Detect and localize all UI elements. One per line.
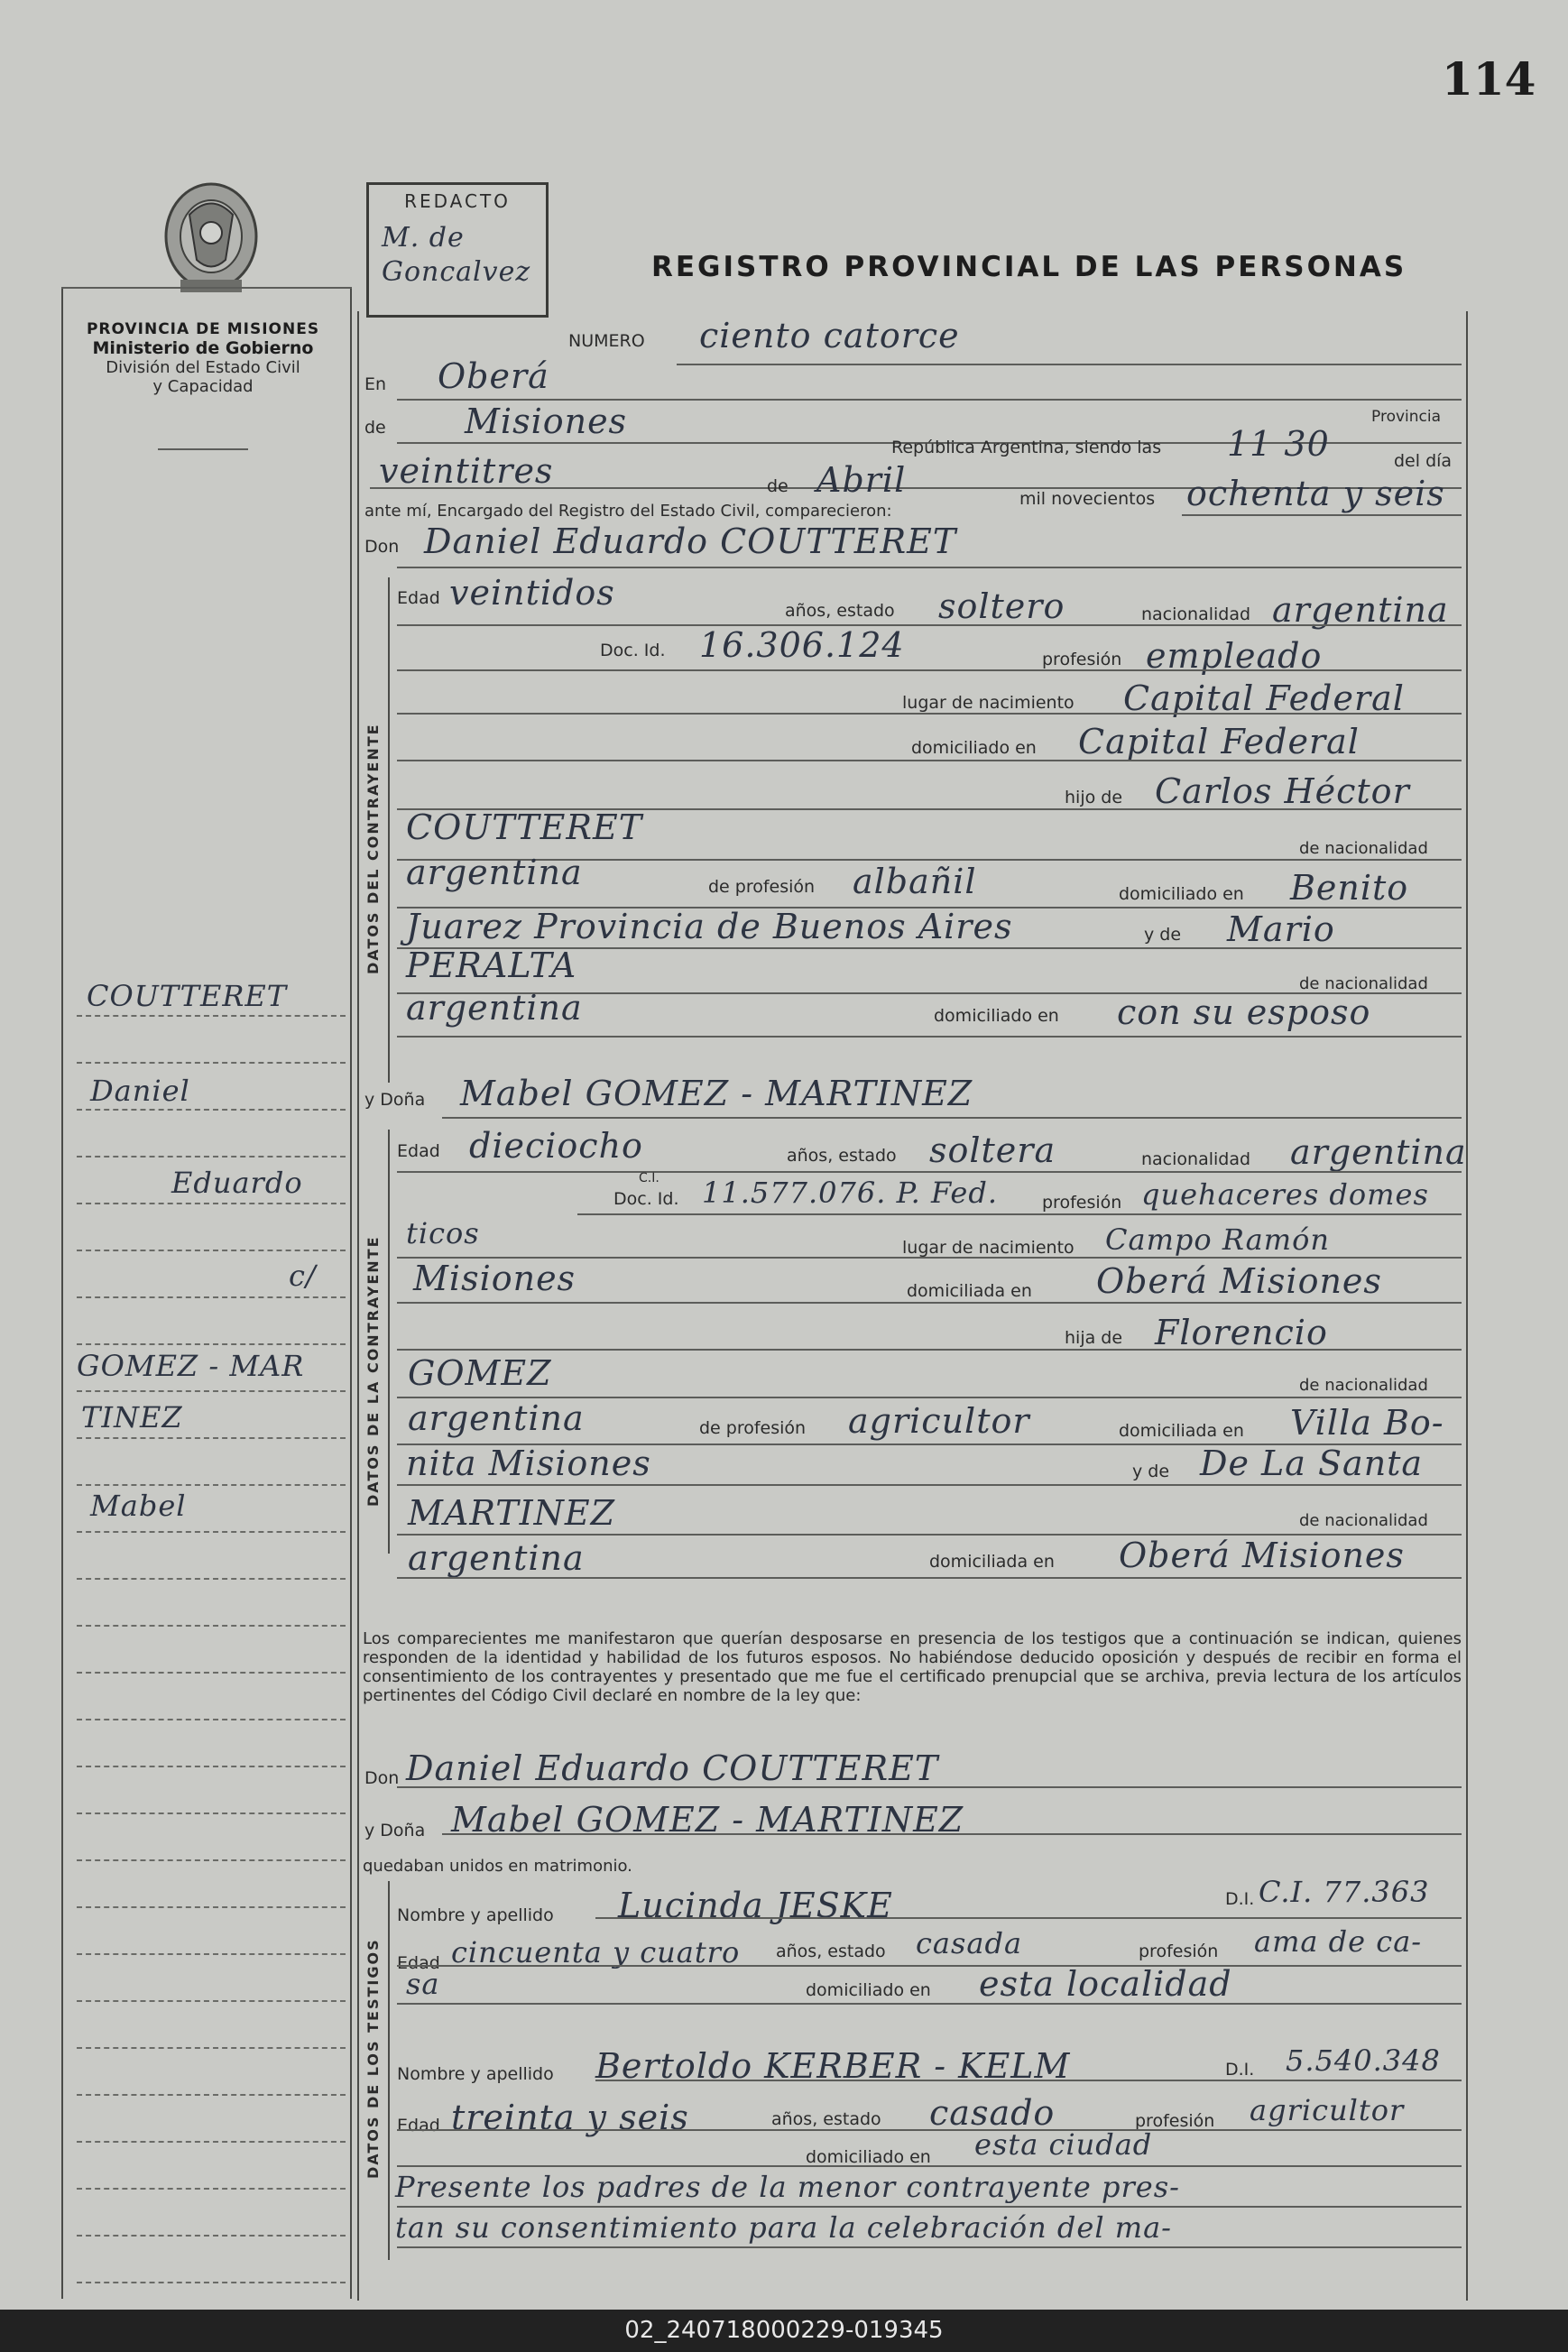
anio-value: ochenta y seis <box>1186 474 1445 513</box>
bride-section-border <box>388 1130 390 1554</box>
witness-section-label: DATOS DE LOS TESTIGOS <box>364 1938 382 2179</box>
left-header <box>54 320 352 396</box>
groom-edad: veintidos <box>449 573 615 613</box>
bride-nacimiento-2: Misiones <box>413 1259 576 1298</box>
bride-estado-label: años, estado <box>787 1146 897 1166</box>
w2-profesion-label: profesión <box>1135 2111 1215 2131</box>
republica-label: República Argentina, siendo las <box>891 438 1162 457</box>
bride-domicilio: Oberá Misiones <box>1096 1261 1382 1301</box>
witness-note-2: tan su consentimiento para la celebración del ma- <box>395 2210 1172 2245</box>
form-left-border <box>357 311 359 2301</box>
numero-label: NUMERO <box>568 331 645 351</box>
margin-rule-line <box>77 1531 346 1533</box>
margin-note-name: Daniel <box>90 1074 190 1108</box>
division-line: División del Estado Civil <box>106 358 300 377</box>
witness-note-1: Presente los padres de la menor contrayente pres- <box>395 2170 1180 2204</box>
bride-profesion: quehaceres domes <box>1141 1177 1429 1212</box>
margin-rule-line <box>77 2188 346 2190</box>
margin-rule-line <box>77 1203 346 1204</box>
mil-label: mil novecientos <box>1019 489 1156 509</box>
de-mes-label: de <box>767 476 789 496</box>
groom-padre-nacionalidad: argentina <box>406 853 583 892</box>
bride-line-5 <box>397 1349 1462 1351</box>
margin-rule-line <box>77 2000 346 2002</box>
decl-don: Daniel Eduardo COUTTERET <box>406 1748 939 1788</box>
groom-line-4 <box>397 760 1462 761</box>
margin-rule-line <box>77 1343 346 1345</box>
groom-doc: 16.306.124 <box>699 625 905 665</box>
bride-line-2 <box>577 1213 1462 1215</box>
bride-name-line <box>442 1117 1462 1119</box>
groom-padre-prof-label: de profesión <box>708 877 816 897</box>
margin-rule-line <box>77 1109 346 1111</box>
w1-di-label: D.I. <box>1225 1889 1255 1909</box>
witness-section-border <box>388 1881 390 2260</box>
en-value: Oberá <box>438 356 549 396</box>
bride-domicilio-label: domiciliada en <box>907 1281 1032 1301</box>
bride-padre-dom-label: domiciliada en <box>1119 1421 1244 1441</box>
bride-doc-label: Doc. Id. <box>613 1189 679 1209</box>
mes-value: Abril <box>816 460 907 500</box>
de-value: Misiones <box>465 401 628 441</box>
w1-di: C.I. 77.363 <box>1259 1875 1430 1909</box>
witness-note-line-1 <box>397 2206 1462 2208</box>
bride-line-1 <box>397 1171 1462 1173</box>
en-label: En <box>364 374 387 394</box>
margin-note-bride-name: Mabel <box>90 1489 187 1523</box>
w1-edad-label: Edad <box>397 1953 440 1973</box>
w2-nombre-label: Nombre y apellido <box>397 2064 554 2084</box>
bride-padre-nacionalidad: argentina <box>408 1398 585 1438</box>
page-number: 114 <box>1442 52 1536 106</box>
groom-padre-domicilio-2: Juarez Provincia de Buenos Aires <box>406 907 1013 946</box>
w2-domicilio-line <box>397 2165 1462 2167</box>
groom-padre-domicilio-1: Benito <box>1290 868 1409 908</box>
decl-don-line <box>397 1786 1462 1788</box>
margin-rule-line <box>77 2094 346 2096</box>
w1-edad: cincuenta y cuatro <box>451 1935 741 1969</box>
w1-estado: casada <box>916 1926 1023 1960</box>
bride-madre-apellido: MARTINEZ <box>408 1493 616 1533</box>
margin-rule-line <box>77 1766 346 1767</box>
bride-padre-nac-label: de nacionalidad <box>1299 1376 1428 1395</box>
w2-estado: casado <box>929 2093 1056 2133</box>
w2-nombre-line <box>595 2080 1462 2081</box>
declaration-text: Los comparecientes me manifestaron que querían desposarse en presencia de los testigos que a continuación se indican, quienes responden de la identidad y habilidad de los futuros esposos. No habiéndose deducido oposición y después de recibir en forma el consentimiento de los contrayentes y presentado que me fue el certificado prenupcial que se archiva, previa lectura de los artículos pertinentes del Código Civil declaré en nombre de la ley que: <box>363 1629 1462 1705</box>
bride-doc: 11.577.076. P. Fed. <box>702 1176 998 1210</box>
groom-line-2 <box>397 669 1462 671</box>
header-divider <box>158 448 248 450</box>
margin-left-border <box>61 287 63 2299</box>
groom-nacionalidad-label: nacionalidad <box>1141 604 1251 624</box>
bride-hija-label: hija de <box>1065 1328 1123 1348</box>
margin-rule-line <box>77 1437 346 1439</box>
groom-padre: Carlos Héctor <box>1155 771 1410 811</box>
margin-note-bride-surname-1: GOMEZ - MAR <box>77 1349 305 1383</box>
margin-rule-line <box>77 1719 346 1720</box>
groom-madre-dom-label: domiciliado en <box>934 1006 1059 1026</box>
groom-madre-nac-label: de nacionalidad <box>1299 974 1428 993</box>
margin-rule-line <box>77 1625 346 1627</box>
groom-hijo-label: hijo de <box>1065 788 1123 807</box>
margin-rule-line <box>77 1672 346 1674</box>
groom-line-10 <box>397 1036 1462 1038</box>
bride-name: Mabel GOMEZ - MARTINEZ <box>460 1074 973 1113</box>
w2-nombre: Bertoldo KERBER - KELM <box>595 2046 1071 2086</box>
bride-section-label: DATOS DE LA CONTRAYENTE <box>364 1235 382 1507</box>
bride-edad-label: Edad <box>397 1141 440 1161</box>
del-dia-label: del día <box>1394 451 1453 471</box>
groom-doc-label: Doc. Id. <box>600 641 666 660</box>
groom-name: Daniel Eduardo COUTTERET <box>424 521 957 561</box>
groom-y-de-label: y de <box>1144 925 1182 945</box>
w1-profesion: ama de ca- <box>1254 1924 1423 1959</box>
margin-rule-line <box>77 1953 346 1955</box>
margin-rule-line <box>77 1062 346 1064</box>
groom-padre-apellido: COUTTERET <box>406 807 643 847</box>
groom-padre-dom-label: domiciliado en <box>1119 884 1244 904</box>
bride-madre-domicilio: Oberá Misiones <box>1119 1536 1405 1575</box>
bride-nacimiento: Campo Ramón <box>1105 1222 1330 1257</box>
en-line <box>397 399 1462 401</box>
dona-label: y Doña <box>364 1090 426 1110</box>
groom-profesion-label: profesión <box>1042 650 1122 669</box>
margin-rule-line <box>77 2047 346 2049</box>
w1-domicilio: esta localidad <box>979 1964 1232 2004</box>
groom-madre-nacionalidad: argentina <box>406 988 583 1028</box>
margin-rule-line <box>77 1812 346 1814</box>
margin-rule-line <box>77 1859 346 1861</box>
document-title: REGISTRO PROVINCIAL DE LAS PERSONAS <box>651 251 1407 283</box>
bride-nacimiento-label: lugar de nacimiento <box>902 1238 1075 1258</box>
groom-name-line <box>397 567 1462 568</box>
bride-y-de-label: y de <box>1132 1462 1170 1481</box>
w2-di-label: D.I. <box>1225 2060 1255 2080</box>
margin-rule-line <box>77 1156 346 1158</box>
bride-line-10 <box>397 1577 1462 1579</box>
anio-line <box>1182 514 1462 516</box>
file-caption: 02_240718000229-019345 <box>0 2310 1568 2352</box>
margin-rule-line <box>77 1015 346 1017</box>
groom-domicilio-label: domiciliado en <box>911 738 1037 758</box>
w2-edad: treinta y seis <box>451 2098 689 2137</box>
bride-doc-prefix: C.I. <box>639 1171 659 1185</box>
bride-padre-domicilio-2: nita Misiones <box>406 1443 651 1483</box>
w1-edad-line <box>397 1965 1462 1967</box>
coat-of-arms-emblem <box>153 179 269 300</box>
bride-edad: dieciocho <box>469 1126 643 1166</box>
w1-estado-label: años, estado <box>776 1942 886 1961</box>
groom-estado-label: años, estado <box>785 601 895 621</box>
w2-profesion: agricultor <box>1250 2093 1405 2127</box>
redacto-title: REDACTO <box>404 190 511 212</box>
numero-value: ciento catorce <box>699 316 960 355</box>
margin-note-middle-name: Eduardo <box>171 1166 303 1200</box>
bride-padre-prof-label: de profesión <box>699 1418 807 1438</box>
w2-di: 5.540.348 <box>1286 2043 1441 2078</box>
bride-profesion-label: profesión <box>1042 1193 1122 1213</box>
w2-domicilio-label: domiciliado en <box>806 2147 931 2167</box>
bride-madre-nac-label: de nacionalidad <box>1299 1511 1428 1530</box>
form-right-border <box>1466 311 1468 2301</box>
margin-note-versus: c/ <box>289 1259 317 1293</box>
w2-domicilio: esta ciudad <box>974 2127 1153 2162</box>
margin-rule-line <box>77 1250 346 1251</box>
margin-rule-line <box>77 2235 346 2237</box>
margin-note-bride-surname-2: TINEZ <box>81 1400 183 1434</box>
decl-closing: quedaban unidos en matrimonio. <box>363 1857 632 1876</box>
bride-madre-dom-label: domiciliada en <box>929 1552 1055 1572</box>
de-label: de <box>364 418 386 438</box>
margin-rule-line <box>77 1578 346 1580</box>
margin-rule-line <box>77 2141 346 2143</box>
margin-rule-line <box>77 1390 346 1392</box>
margin-right-border <box>350 287 352 2299</box>
bride-padre-domicilio-1: Villa Bo- <box>1290 1403 1444 1443</box>
margin-top-border <box>61 287 352 289</box>
bride-estado: soltera <box>929 1130 1056 1170</box>
bride-padre: Florencio <box>1155 1313 1328 1352</box>
witness-note-line-2 <box>397 2246 1462 2248</box>
groom-nacimiento-label: lugar de nacimiento <box>902 693 1075 713</box>
w2-estado-label: años, estado <box>771 2109 881 2129</box>
margin-note-surname: COUTTERET <box>87 979 288 1013</box>
decl-dona-line <box>442 1833 1462 1835</box>
groom-padre-nac-label: de nacionalidad <box>1299 839 1428 858</box>
margin-rule-line <box>77 1906 346 1908</box>
groom-edad-label: Edad <box>397 588 440 608</box>
w2-edad-line <box>397 2129 1462 2131</box>
bride-nacionalidad-label: nacionalidad <box>1141 1149 1251 1169</box>
groom-domicilio: Capital Federal <box>1078 722 1360 761</box>
w1-nombre: Lucinda JESKE <box>618 1886 893 1925</box>
groom-estado: soltero <box>938 586 1065 626</box>
groom-section-label: DATOS DEL CONTRAYENTE <box>364 723 382 974</box>
provincia-label: Provincia <box>1371 408 1442 426</box>
w1-nombre-line <box>595 1917 1462 1919</box>
bride-line-8 <box>397 1484 1462 1486</box>
ministry-line: Ministerio de Gobierno <box>92 338 314 358</box>
groom-line-1 <box>397 624 1462 626</box>
bride-padre-apellido: GOMEZ <box>408 1353 552 1393</box>
w1-profesion-2: sa <box>406 1967 440 2001</box>
decl-don-label: Don <box>364 1768 400 1788</box>
margin-rule-line <box>77 1484 346 1486</box>
province-line: PROVINCIA DE MISIONES <box>86 320 320 338</box>
margin-rule-line <box>77 2282 346 2283</box>
w1-domicilio-label: domiciliado en <box>806 1980 931 2000</box>
groom-section-border <box>388 577 390 1083</box>
groom-nacimiento: Capital Federal <box>1123 678 1405 718</box>
bride-line-4 <box>397 1302 1462 1304</box>
groom-madre: Mario <box>1227 909 1335 949</box>
margin-rule-line <box>77 1296 346 1298</box>
groom-profesion: empleado <box>1146 636 1323 676</box>
w1-domicilio-line <box>397 2003 1462 2005</box>
bride-madre: De La Santa <box>1200 1443 1424 1483</box>
bride-madre-nacionalidad: argentina <box>408 1538 585 1578</box>
don-label: Don <box>364 537 400 557</box>
w2-edad-label: Edad <box>397 2116 440 2135</box>
decl-dona: Mabel GOMEZ - MARTINEZ <box>451 1800 964 1840</box>
groom-nacionalidad: argentina <box>1272 590 1449 630</box>
groom-line-3 <box>397 713 1462 715</box>
redacto-signature: M. de Goncalvez <box>382 222 531 288</box>
groom-padre-profesion: albañil <box>853 862 977 901</box>
w1-profesion-label: profesión <box>1139 1942 1219 1961</box>
dia-value: veintitres <box>379 451 554 491</box>
redacto-stamp <box>366 182 549 318</box>
decl-dona-label: y Doña <box>364 1821 426 1840</box>
ante-label: ante mí, Encargado del Registro del Estado Civil, comparecieron: <box>364 502 892 521</box>
hora-value: 11 30 <box>1227 424 1330 464</box>
bride-nacionalidad: argentina <box>1290 1132 1467 1172</box>
groom-madre-apellido: PERALTA <box>406 945 577 985</box>
bride-profesion-2: ticos <box>406 1216 480 1250</box>
bride-padre-profesion: agricultor <box>848 1401 1030 1441</box>
capacity-line: y Capacidad <box>152 377 254 396</box>
groom-madre-domicilio: con su esposo <box>1117 992 1371 1032</box>
numero-line <box>677 364 1462 365</box>
w1-nombre-label: Nombre y apellido <box>397 1905 554 1925</box>
